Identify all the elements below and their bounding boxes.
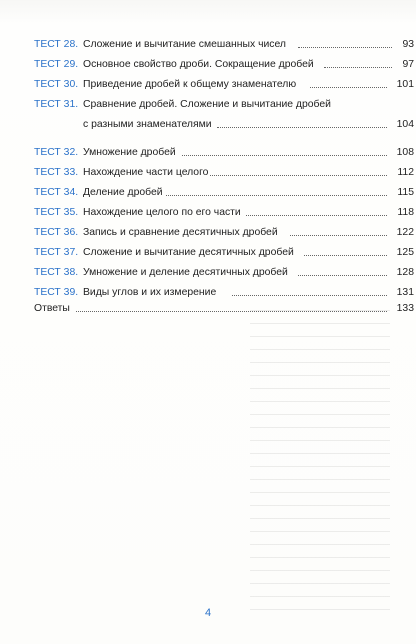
dot-leader [298, 266, 387, 276]
toc-page: 131 [396, 287, 414, 298]
toc-page: 128 [396, 267, 414, 278]
toc-title: Нахождение части целого [83, 167, 209, 178]
toc-page: 108 [396, 147, 414, 158]
dot-leader [246, 206, 387, 216]
toc-title: Сложение и вычитание десятичных дробей [83, 247, 294, 258]
toc-title: Приведение дробей к общему знаменателю [83, 79, 297, 90]
dot-leader [310, 78, 387, 88]
toc-label: ТЕСТ 31. [34, 99, 79, 110]
toc-label: ТЕСТ 39. [34, 287, 79, 298]
toc-label: ТЕСТ 30. [34, 79, 79, 90]
show-through-text [250, 310, 390, 610]
toc-title: Основное свойство дроби. Сокращение дробей [83, 59, 314, 70]
toc-label: ТЕСТ 33. [34, 167, 79, 178]
toc-page: 118 [397, 207, 414, 218]
dot-leader [166, 186, 387, 196]
dot-leader [232, 286, 387, 296]
toc-page: 101 [396, 79, 414, 90]
toc-page: 133 [396, 303, 414, 314]
toc-page: 93 [402, 39, 414, 50]
toc-label: ТЕСТ 34. [34, 187, 79, 198]
toc-label: ТЕСТ 29. [34, 59, 79, 70]
toc-title: Сложение и вычитание смешанных чисел [83, 39, 286, 50]
toc-label: ТЕСТ 32. [34, 147, 79, 158]
toc-label: ТЕСТ 28. [34, 39, 79, 50]
toc-page: 97 [402, 59, 414, 70]
toc-page: 115 [397, 187, 414, 198]
toc-title: Сравнение дробей. Сложение и вычитание дробей [83, 99, 331, 110]
dot-leader [290, 226, 387, 236]
toc-title: Запись и сравнение десятичных дробей [83, 227, 278, 238]
toc-title: Деление дробей [83, 187, 163, 198]
dot-leader [304, 246, 387, 256]
toc-title: Умножение и деление десятичных дробей [83, 267, 288, 278]
dot-leader [210, 166, 387, 176]
toc-label: ТЕСТ 35. [34, 207, 79, 218]
dot-leader [298, 38, 392, 48]
dot-leader [324, 58, 392, 68]
toc-page: 104 [396, 119, 414, 130]
toc-title: Виды углов и их измерение [83, 287, 217, 298]
toc-title-continued: с разными знаменателями [83, 119, 212, 130]
toc-title: Умножение дробей [83, 147, 176, 158]
toc-page: 112 [397, 167, 414, 178]
toc-entry-31[interactable] [34, 98, 414, 138]
toc-title: Нахождение целого по его части [83, 207, 241, 218]
toc-page: 125 [396, 247, 414, 258]
toc-answers-title: Ответы [34, 303, 70, 314]
toc-label: ТЕСТ 36. [34, 227, 79, 238]
toc-label: ТЕСТ 37. [34, 247, 79, 258]
toc-page: 122 [396, 227, 414, 238]
dot-leader [76, 302, 387, 312]
toc-label: ТЕСТ 38. [34, 267, 79, 278]
page-number: 4 [204, 607, 212, 619]
dot-leader [217, 118, 387, 128]
dot-leader [182, 146, 387, 156]
